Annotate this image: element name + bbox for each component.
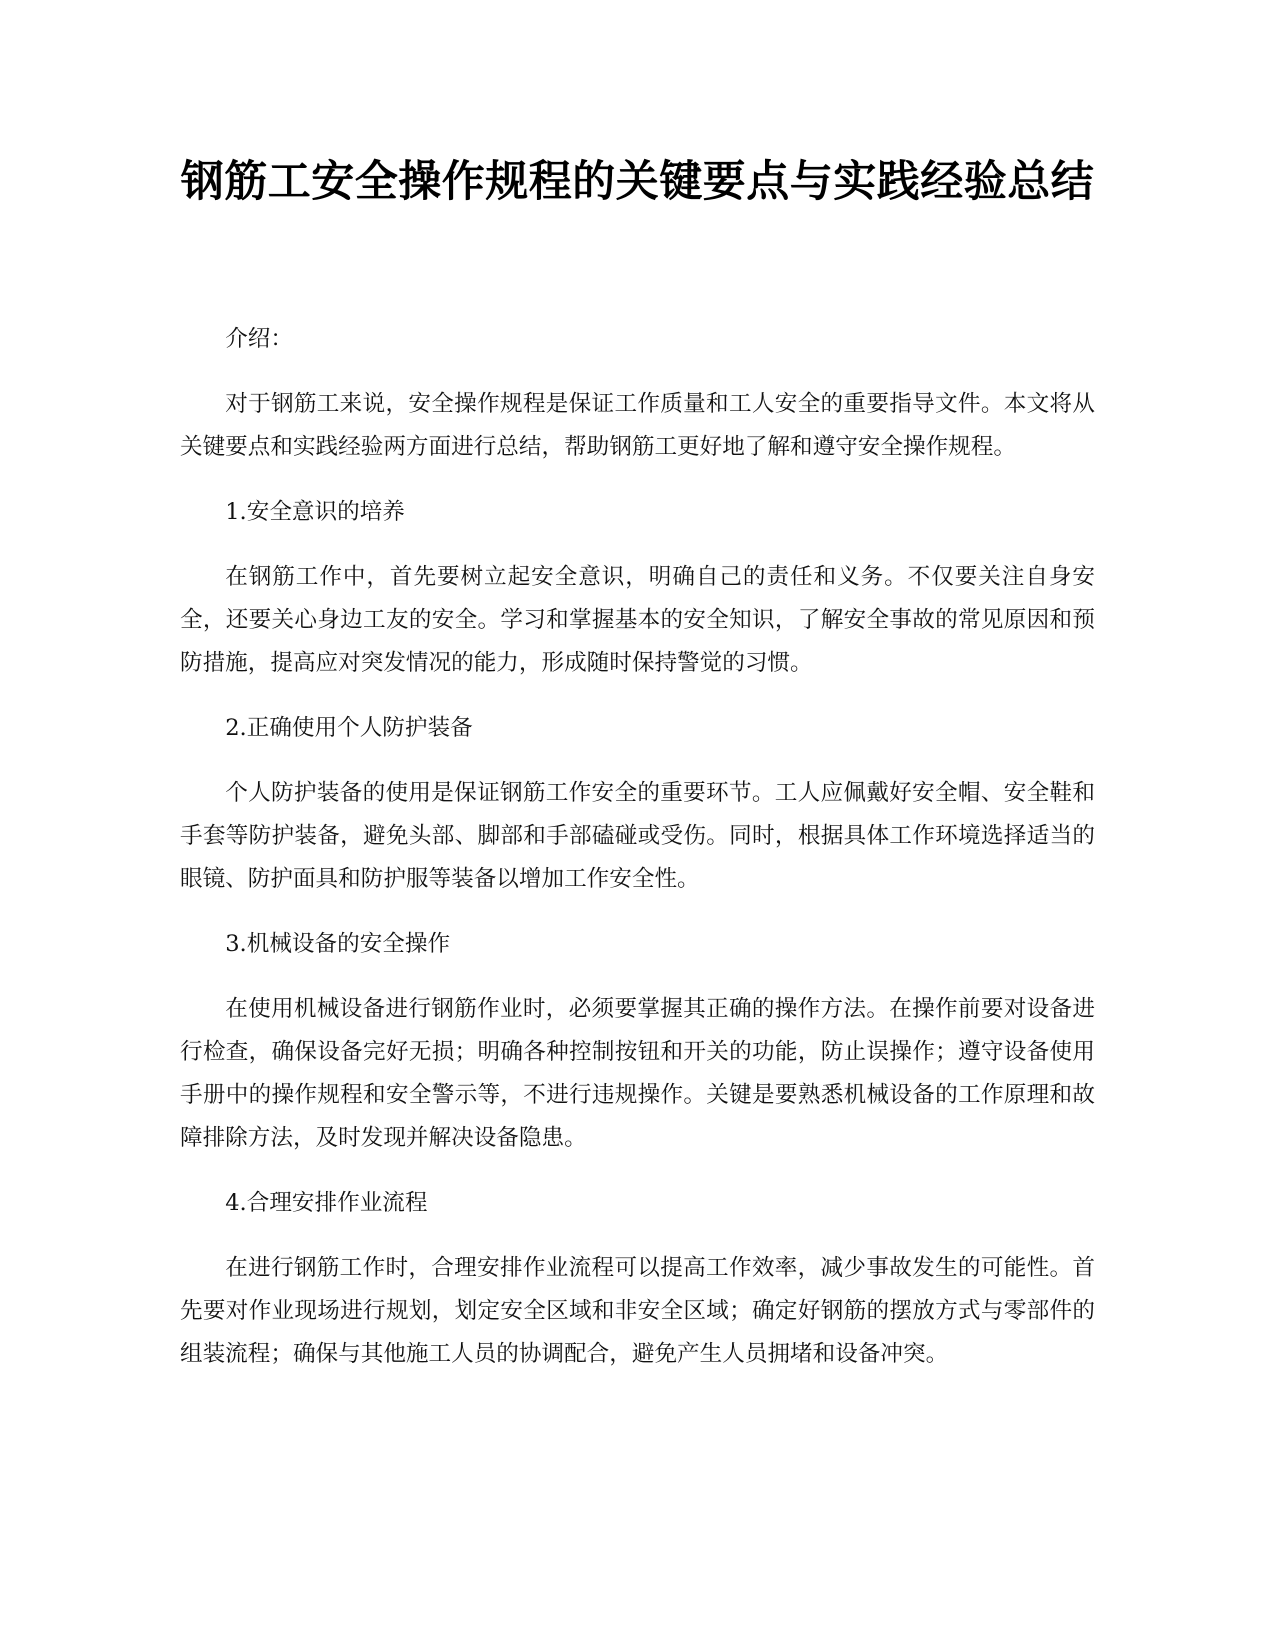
section-heading-4: 4.合理安排作业流程 — [225, 1190, 428, 1216]
section-paragraph-4: 在进行钢筋工作时，合理安排作业流程可以提高工作效率，减少事故发生的可能性。首先要对作业现场进行规划，划定安全区域和非安全区域；确定好钢筋的摆放方式与零部件的组装流程；确保与其他施工人员的协调配合，避免产生人员拥堵和设备冲突。 — [180, 1255, 1095, 1367]
section-heading-1: 1.安全意识的培养 — [225, 499, 405, 525]
section-paragraph-1: 在钢筋工作中，首先要树立起安全意识，明确自己的责任和义务。不仅要关注自身安全，还要关心身边工友的安全。学习和掌握基本的安全知识，了解安全事故的常见原因和预防措施，提高应对突发情况的能力，形成随时保持警觉的习惯。 — [180, 564, 1095, 676]
intro-paragraph: 对于钢筋工来说，安全操作规程是保证工作质量和工人安全的重要指导文件。本文将从关键要点和实践经验两方面进行总结，帮助钢筋工更好地了解和遵守安全操作规程。 — [180, 391, 1095, 460]
section-paragraph-3: 在使用机械设备进行钢筋作业时，必须要掌握其正确的操作方法。在操作前要对设备进行检查，确保设备完好无损；明确各种控制按钮和开关的功能，防止误操作；遵守设备使用手册中的操作规程和安全警示等，不进行违规操作。关键是要熟悉机械设备的工作原理和故障排除方法，及时发现并解决设备隐患。 — [180, 996, 1095, 1151]
intro-label: 介绍： — [225, 326, 293, 352]
section-heading-2: 2.正确使用个人防护装备 — [225, 715, 473, 741]
section-heading-3: 3.机械设备的安全操作 — [225, 931, 451, 957]
section-paragraph-2: 个人防护装备的使用是保证钢筋工作安全的重要环节。工人应佩戴好安全帽、安全鞋和手套等防护装备，避免头部、脚部和手部磕碰或受伤。同时，根据具体工作环境选择适当的眼镜、防护面具和防护服等装备以增加工作安全性。 — [180, 780, 1095, 892]
document-body — [180, 318, 1095, 1398]
document-title: 钢筋工安全操作规程的关键要点与实践经验总结 — [180, 157, 1095, 207]
